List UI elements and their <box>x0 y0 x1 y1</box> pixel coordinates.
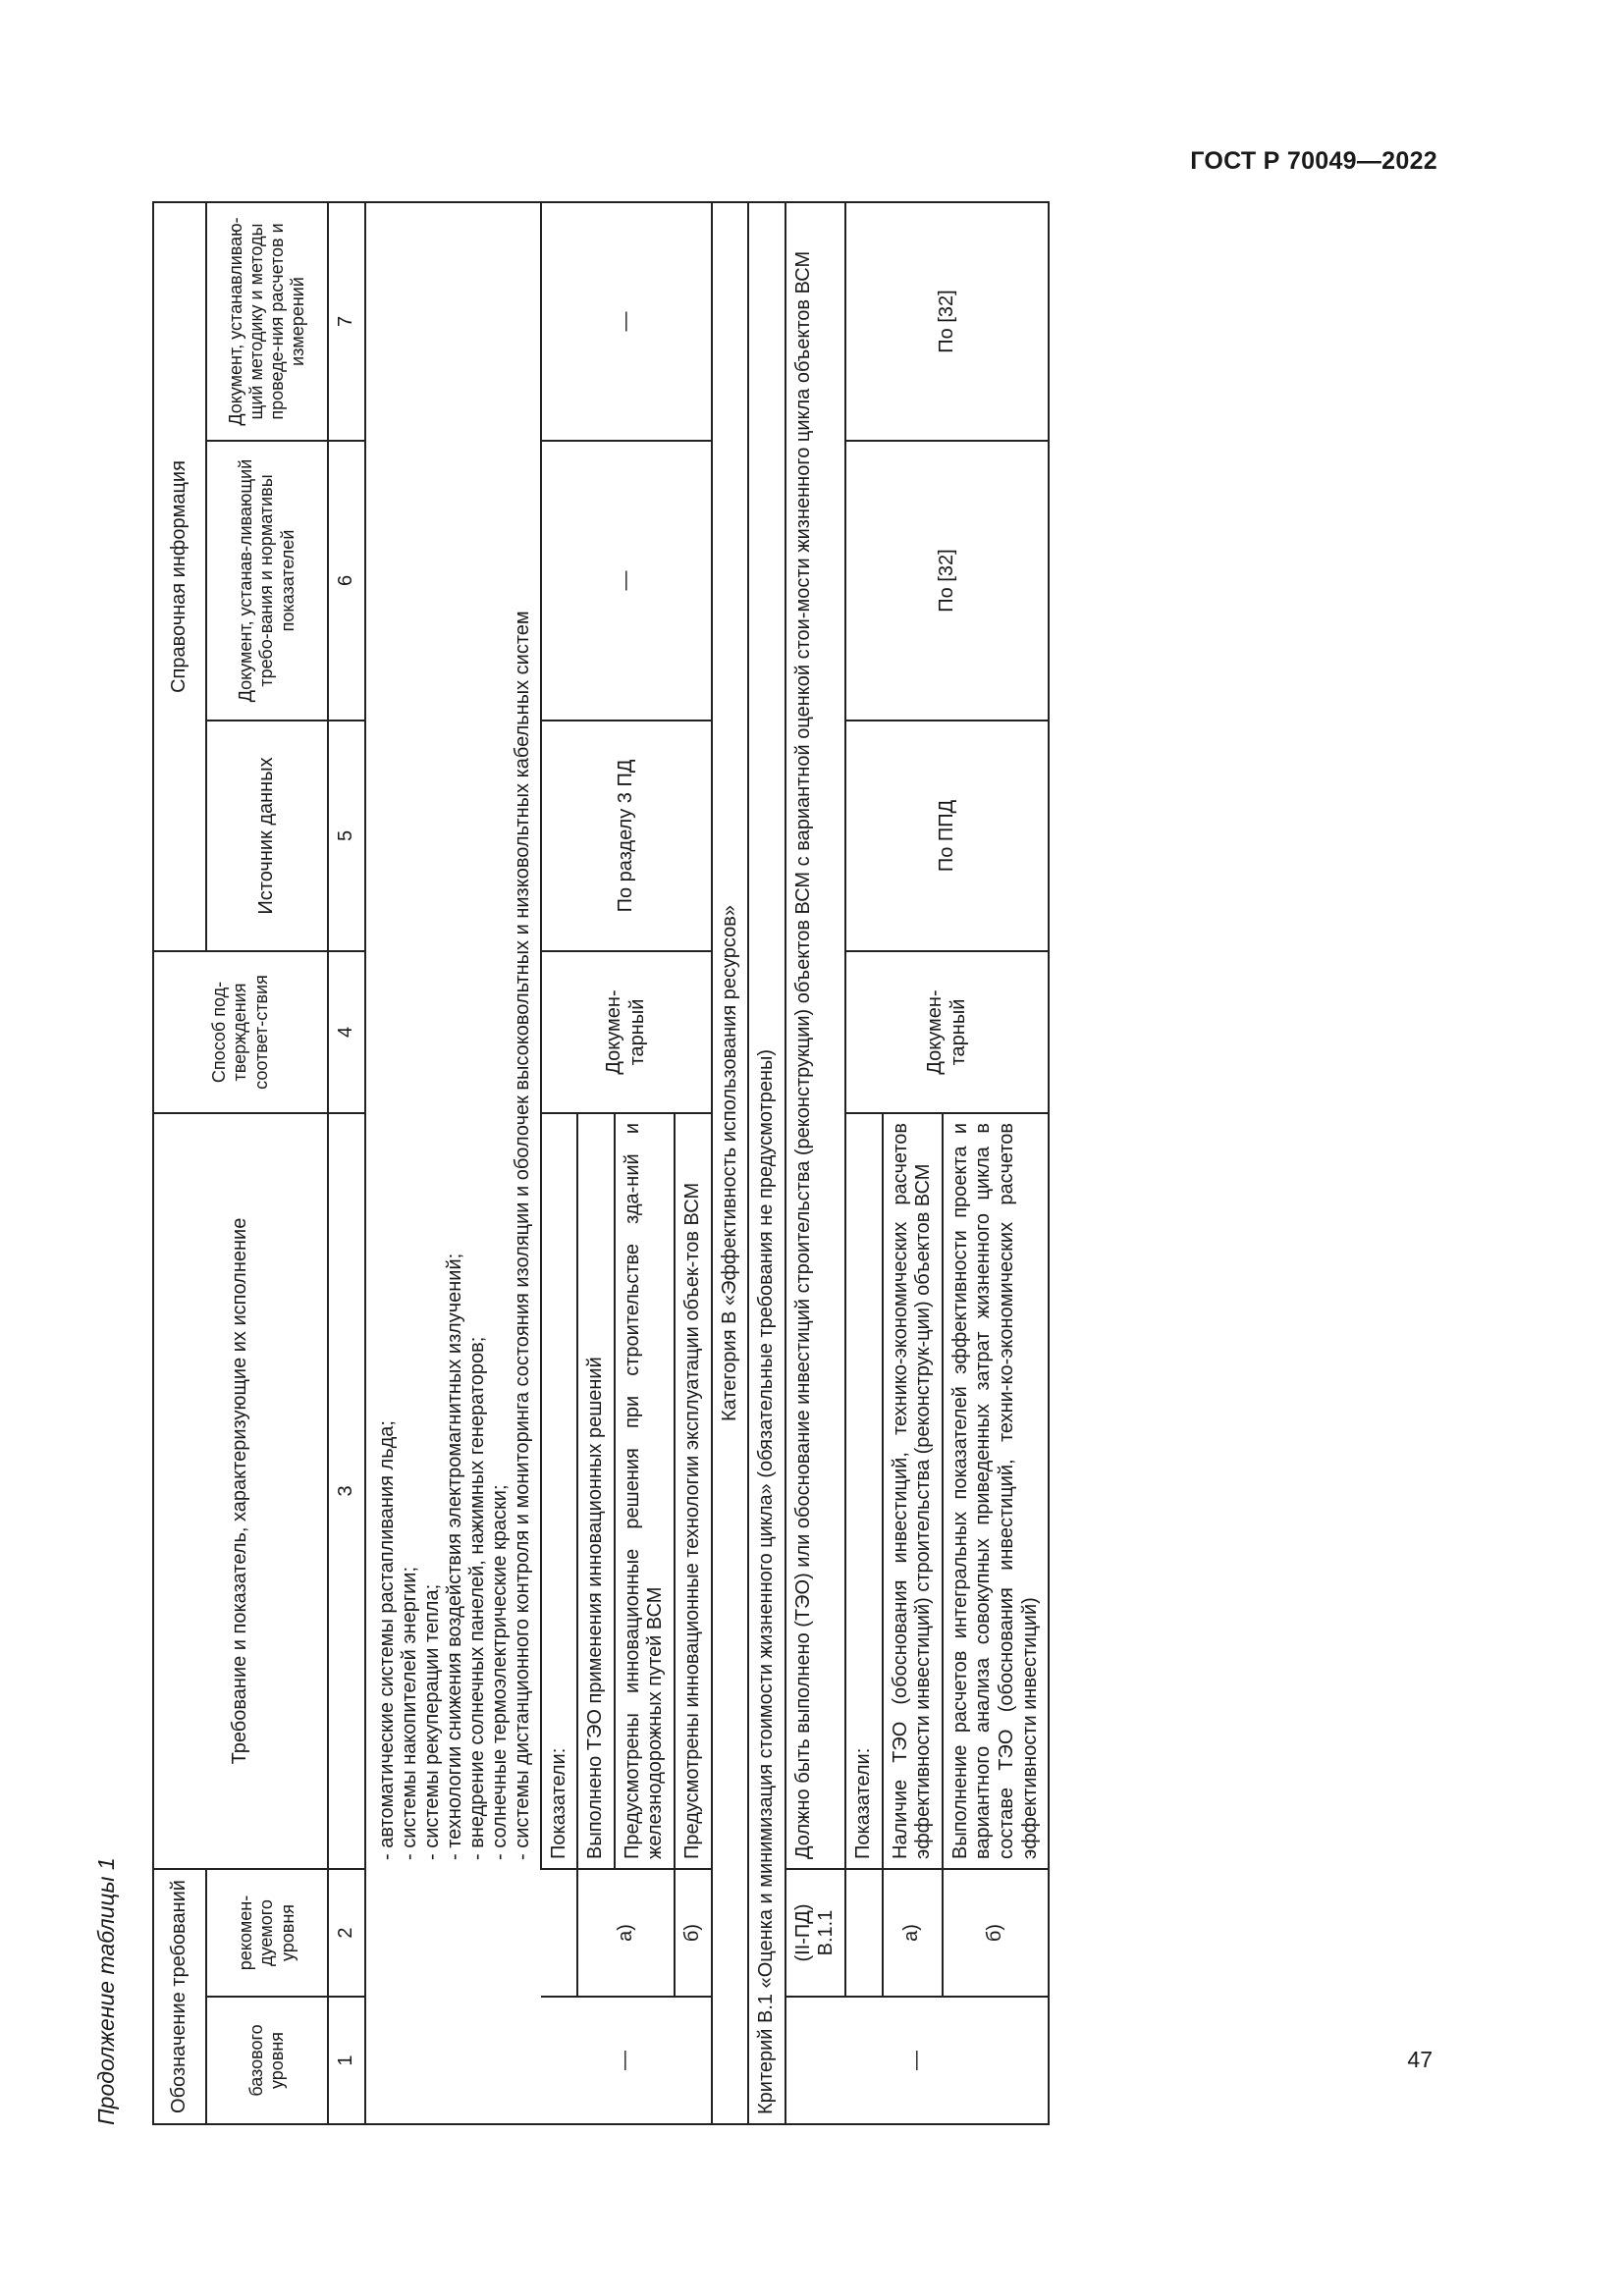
confirmation-method: Докумен-тарный <box>845 951 1049 1113</box>
page-header: ГОСТ Р 70049—2022 <box>1190 147 1437 175</box>
indicator-text: Выполнение расчетов интегральных показателей эффективности проекта и вариантного анализа совокупных приведенных затрат жизненного цикла в составе ТЭО (обоснования инвестиций, техни-ко-экономических расчетов эффективности инвестиций) <box>943 1113 1049 1869</box>
col-number: 4 <box>328 951 365 1113</box>
col-number: 6 <box>328 441 365 721</box>
list-item: - системы дистанционного контроля и мониторинга состояния изоляции и оболочек высоковольтных и низковольтных кабельных систем <box>511 611 533 1860</box>
table-row <box>541 202 578 2124</box>
indicator-subtext: Предусмотрены инновационные решения при строительстве зда-ний и железнодорожных путей ВСМ <box>615 1113 675 1869</box>
indicator-text: Предусмотрены инновационные технологии эксплуатации объек-тов ВСМ <box>675 1113 712 1869</box>
table-row <box>845 202 883 2124</box>
col-number: 3 <box>328 1113 365 1869</box>
col-number: 5 <box>328 721 365 951</box>
header-designation: Обозначение требований <box>153 1869 206 2124</box>
header-req-document: Документ, устанав-ливающий требо-вания и нормативы показателей <box>206 441 328 721</box>
requirement-code: (II-ПД) В.1.1 <box>785 1869 845 1997</box>
method-document: — <box>541 202 712 441</box>
category-title: Категория В «Эффективность использования ресурсов» <box>712 202 749 2124</box>
category-row <box>712 202 749 2124</box>
indicators-label: Показатели: <box>845 1113 883 1869</box>
column-numbers-row <box>328 202 365 2124</box>
indicator-text: Наличие ТЭО (обоснования инвестиций, технико-экономических расчетов эффективности инвестиций) строительства (реконструк-ции) объектов ВСМ <box>883 1113 943 1869</box>
method-document: По [32] <box>845 202 1049 441</box>
indicator-text: Выполнено ТЭО применения инновационных решений <box>577 1113 615 1869</box>
table-header-row <box>153 202 206 2124</box>
table-continuation-label: Продолжение таблицы 1 <box>93 1857 119 2125</box>
list-item: - солнечные термоэлектрические краски; <box>488 1484 511 1860</box>
data-source: По разделу 3 ПД <box>541 721 712 951</box>
list-item: - технологии снижения воздействия электромагнитных излучений; <box>443 1253 465 1860</box>
indicator-letter: а) <box>577 1869 675 1997</box>
indicators-label: Показатели: <box>541 1113 578 1869</box>
header-recommended-level: рекомен-дуемого уровня <box>206 1869 328 1997</box>
col-number: 7 <box>328 202 365 441</box>
col-number: 1 <box>328 1997 365 2124</box>
requirements-table <box>152 201 1050 2125</box>
header-base-level: базового уровня <box>206 1997 328 2124</box>
indicator-letter: б) <box>943 1869 1049 1997</box>
col-number: 2 <box>328 1869 365 1997</box>
header-reference-info: Справочная информация <box>153 202 206 951</box>
table-row <box>785 202 845 2124</box>
criterion-row <box>748 202 785 2124</box>
base-level-dash: — <box>541 1997 712 2124</box>
criterion-title: Критерий В.1 «Оценка и минимизация стоимости жизненного цикла» (обязательные требования не предусмотрены) <box>748 202 785 2124</box>
req-document: — <box>541 441 712 721</box>
indicator-letter: а) <box>883 1869 943 1997</box>
requirement-text: Должно быть выполнено (ТЭО) или обоснование инвестиций строительства (реконструкции) объектов ВСМ с вариантной оценкой стои-мости жизненного цикла объектов ВСМ <box>785 202 845 1869</box>
confirmation-method: Докумен-тарный <box>541 951 712 1113</box>
data-source: По ППД <box>845 721 1049 951</box>
header-confirmation-method: Способ под-тверждения соответ-ствия <box>153 951 328 1113</box>
list-item: - системы накопителей энергии; <box>398 1566 420 1860</box>
list-item: - системы рекуперации тепла; <box>420 1583 443 1860</box>
req-document: По [32] <box>845 441 1049 721</box>
list-item: - внедрение солнечных панелей, нажимных генераторов; <box>465 1336 488 1860</box>
header-method-document: Документ, устанавливаю-щий методику и методы проведе-ния расчетов и измерений <box>206 202 328 441</box>
list-items <box>365 202 541 1869</box>
list-item: - автоматические системы растапливания льда; <box>375 1420 398 1860</box>
indicator-letter: б) <box>675 1869 712 1997</box>
rotated-table-page <box>93 172 1448 2125</box>
header-requirement: Требование и показатель, характеризующие их исполнение <box>153 1113 328 1869</box>
header-data-source: Источник данных <box>206 721 328 951</box>
page-number: 47 <box>1407 2047 1433 2072</box>
list-row <box>365 202 541 2124</box>
base-level-dash: — <box>785 1997 1049 2124</box>
